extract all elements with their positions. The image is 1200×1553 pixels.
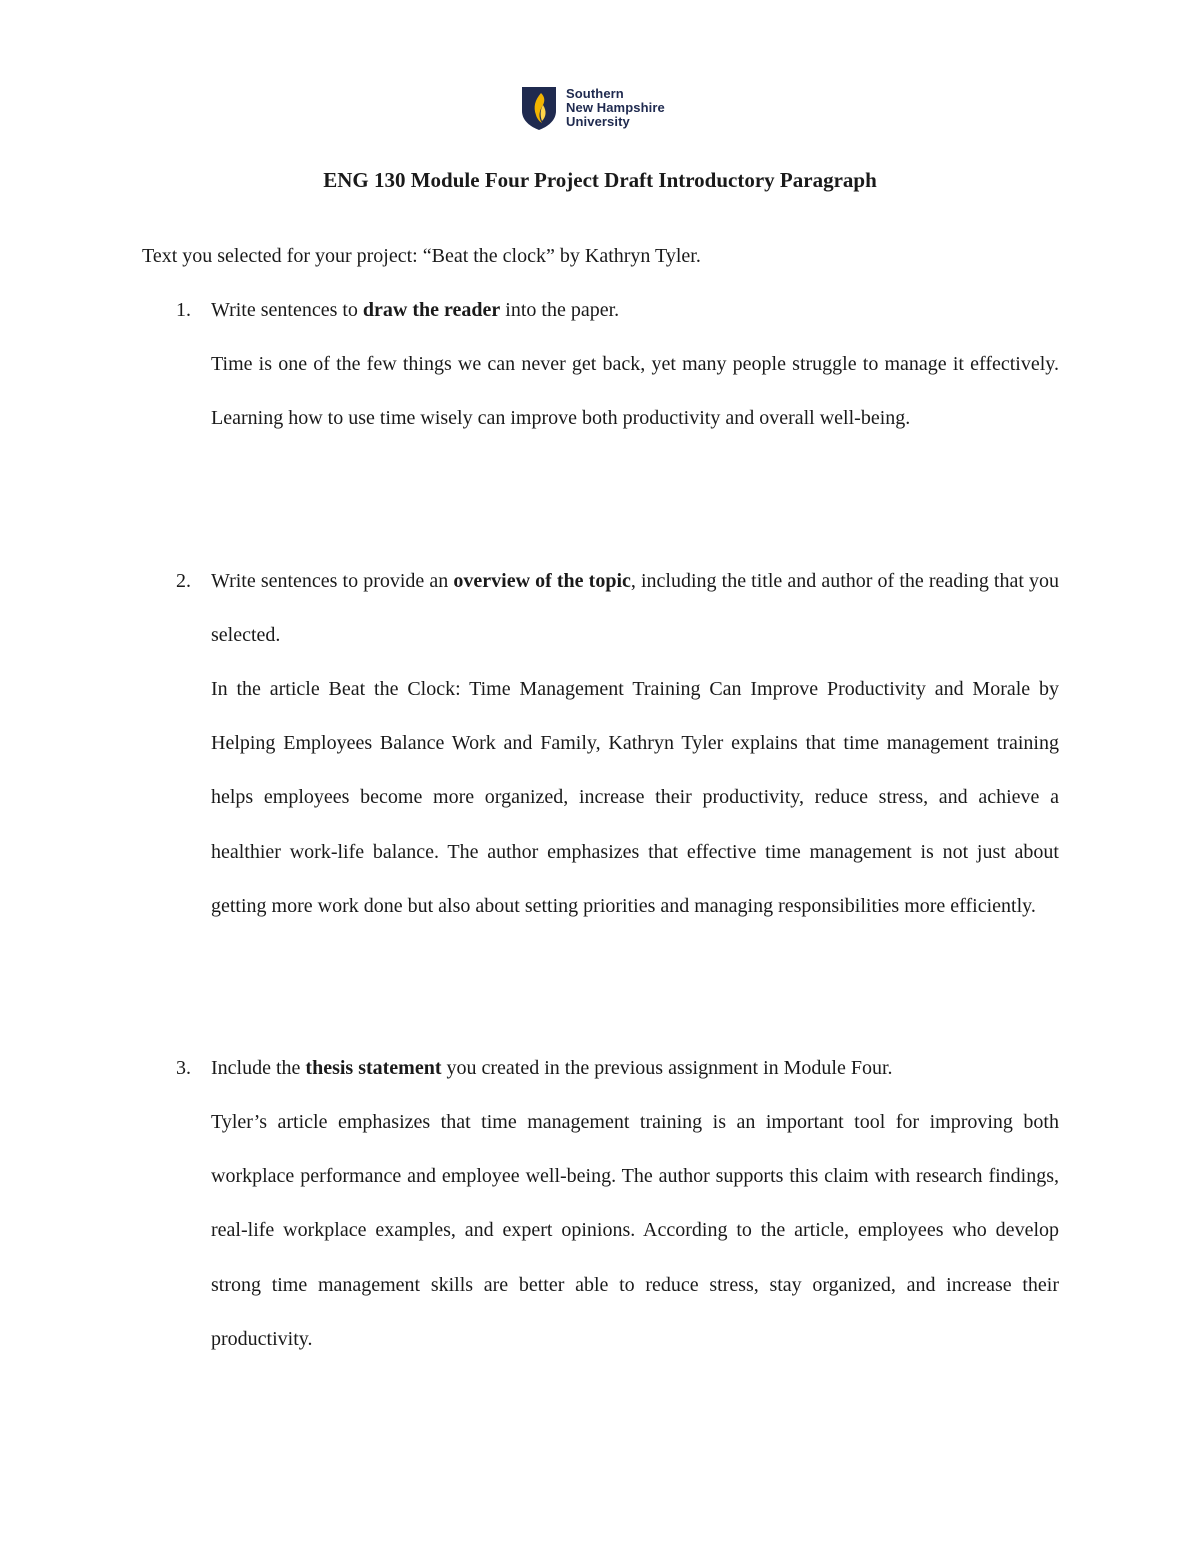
item-2-answer: In the article Beat the Clock: Time Management Training Can Improve Productivity and Morale by Helping Employees Balance Work and Family, Kathryn Tyler explains that time management training helps employees become more organized, increase their productivity, reduce stress, and achieve a healthier work-life balance. The author emphasizes that effective time management is not just about getting more work done but also about setting priorities and managing responsibilities more efficiently.	[211, 678, 1059, 917]
item-1-prompt-text-end: into the paper.	[500, 299, 620, 321]
item-2-prompt-text: Write sentences to provide an	[211, 570, 454, 592]
logo-line-1: Southern	[566, 86, 624, 101]
item-3-answer: Tyler’s article emphasizes that time management training is an important tool for improving both workplace performance and employee well-being. The author supports this claim with research findings, real-life workplace examples, and expert opinions. According to the article, employees who develop strong time management skills are better able to reduce stress, stay organized, and increase their productivity.	[211, 1111, 1059, 1350]
shield-flame-icon	[520, 85, 558, 131]
item-1-prompt	[211, 283, 1059, 337]
item-1-prompt-bold: draw the reader	[362, 299, 501, 321]
item-3-prompt-text: Include the	[211, 1057, 306, 1079]
item-1-answer: Time is one of the few things we can never get back, yet many people struggle to manage it effectively. Learning how to use time wisely can improve both productivity and overall well-being.	[211, 353, 1059, 430]
logo-line-2: New Hampshire	[566, 100, 665, 115]
selected-text-line: Text you selected for your project: “Beat the clock” by Kathryn Tyler.	[142, 245, 701, 267]
university-logo	[520, 84, 665, 132]
item-3-number: 3.	[176, 1057, 191, 1079]
item-1-prompt-text: Write sentences to	[211, 299, 363, 321]
item-1-number: 1.	[176, 299, 191, 321]
item-3-prompt-bold: thesis statement	[305, 1057, 442, 1079]
item-2-number: 2.	[176, 570, 191, 592]
item-2-prompt-text-end: , including the title and author of the reading that you selected.	[211, 570, 1060, 647]
item-2-prompt-bold: overview of the topic	[453, 570, 631, 592]
logo-line-3: University	[566, 114, 630, 129]
item-2-prompt	[211, 554, 1059, 662]
item-3-prompt	[211, 1041, 1059, 1095]
logo-wordmark	[566, 87, 665, 129]
item-3-prompt-text-end: you created in the previous assignment in Module Four.	[441, 1057, 893, 1079]
document-title: ENG 130 Module Four Project Draft Introductory Paragraph	[323, 168, 877, 192]
